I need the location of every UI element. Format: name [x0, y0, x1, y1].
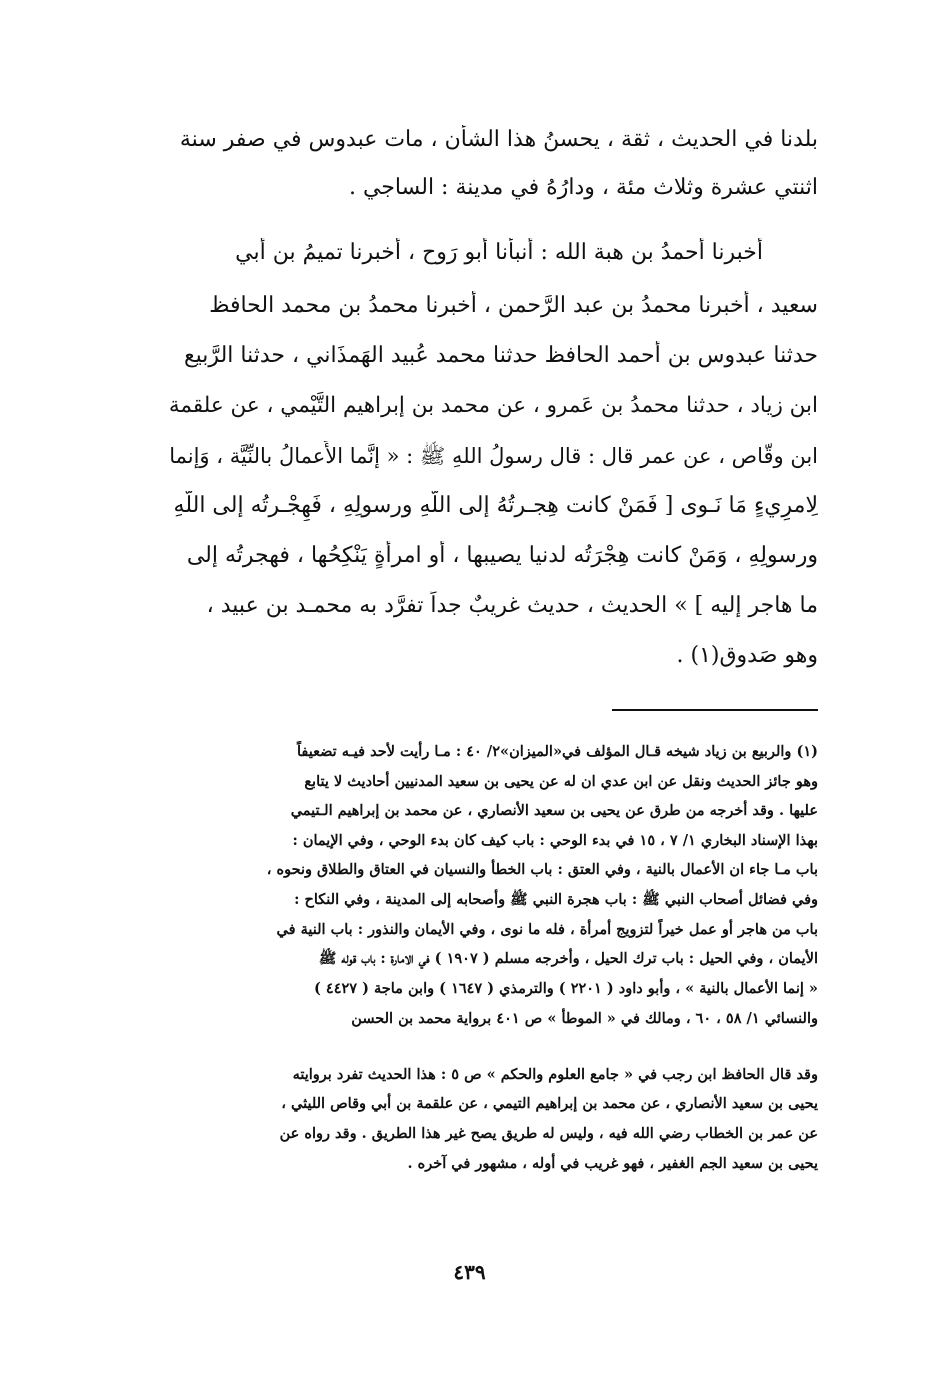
main-text-line: ورسولِهِ ، وَمَنْ كانت هِجْرَتُه لدنيا يصيبها ، أو امرأةٍ يَنْكِحُها ، فهجرتُه إلى: [186, 543, 818, 568]
main-text-line: حدثنا عبدوس بن أحمد الحافظ حدثنا محمد عُبيد الهَمذَاني ، حدثنا الرَّبيع: [183, 343, 818, 368]
page-number: ٤٣٩: [453, 1260, 486, 1284]
main-text-line: لِامرِيءٍ مَا نَـوى [ فَمَنْ كانت هِجـرتُهُ إلى اللّهِ ورسولِهِ ، فَهِجْـرتُه إلى اللّهِ: [173, 493, 818, 518]
footnote-line: باب من هاجر أو عمل خيراً لتزويج أمرأة ، فله ما نوى ، وفي الأيمان والنذور : باب النية في: [276, 921, 818, 938]
footnote-line: الأيمان ، وفي الحيل : باب ترك الحيل ، وأخرجه مسلم ( ١٩٠٧ ) في الامارة : باب قوله ﷺ: [318, 950, 818, 967]
main-text-line: سعيد ، أخبرنا محمدُ بن عبد الرَّحمن ، أخبرنا محمدُ بن محمد الحافظ: [209, 293, 818, 318]
main-text-line: ما هاجر إليه ] » الحديث ، حديث غريبٌ جداً تفرَّد به محمـد بن عبيد ،: [206, 593, 818, 618]
main-text-line: ابن زياد ، حدثنا محمدُ بن عَمرو ، عن محمد بن إبراهيم التَّيْمي ، عن علقمة: [168, 393, 818, 418]
footnote-line: وفي فضائل أصحاب النبي ﷺ : باب هجرة النبي ﷺ وأصحابه إلى المدينة ، وفي النكاح :: [294, 891, 818, 908]
footnote-line: عليها . وقد أخرجه من طرق عن يحيى بن سعيد الأنصاري ، عن محمد بن إبراهيم الـتيمي: [290, 802, 818, 819]
footnote-line: باب مـا جاء ان الأعمال بالنية ، وفي العتق : باب الخطأ والنسيان في العتاق والطلاق ونحوه ،: [266, 861, 818, 878]
footnote-line: (١) والربيع بن زياد شيخه قـال المؤلف في«الميزان»٢/ ٤٠ : مـا رأيت لأحد فيـه تضعيفاً: [296, 743, 818, 760]
footnote-divider: [612, 709, 818, 711]
main-text-line: اثنتي عشرة وثلاث مئة ، ودارُهُ في مدينة : الساجي .: [348, 175, 818, 200]
footnote-line: والنسائي ١/ ٥٨ ، ٦٠ ، ومالك في « الموطأ » ص ٤٠١ برواية محمد بن الحسن: [351, 1010, 818, 1027]
main-text-line: بلدنا في الحديث ، ثقة ، يحسنُ هذا الشأن ، مات عبدوس في صفر سنة: [179, 127, 818, 152]
main-text-line: وهو صَدوق(١) .: [676, 643, 818, 668]
main-text-line: أخبرنا أحمدُ بن هبة الله : أنبأنا أبو رَوح ، أخبرنا تميمُ بن أبي: [235, 240, 763, 265]
footnote-line: يحيى بن سعيد الأنصاري ، عن محمد بن إبراهيم التيمي ، عن علقمة بن أبي وقاص الليثي ،: [281, 1095, 818, 1112]
footnote-line: بهذا الإسناد البخاري ١/ ٧ ، ١٥ في بدء الوحي : باب كيف كان بدء الوحي ، وفي الإيمان :: [292, 832, 818, 849]
footnote-line: وهو جائز الحديث ونقل عن ابن عدي ان له عن يحيى بن سعيد المدنيين أحاديث لا يتابع: [304, 773, 818, 790]
footnote-line: يحيى بن سعيد الجم الغفير ، فهو غريب في أوله ، مشهور في آخره .: [407, 1155, 818, 1172]
main-text-line: ابن وقّاص ، عن عمر قال : قال رسولُ اللهِ ﷺ : « إنَّما الأَعمالُ بالنِّيَّة ، وَإنما: [169, 444, 818, 468]
footnote-line: « إنما الأعمال بالنية » ، وأبو داود ( ٢٢٠١ ) والترمذي ( ١٦٤٧ ) وابن ماجة ( ٤٤٢٧ ): [313, 980, 818, 997]
footnote-line: وقد قال الحافظ ابن رجب في « جامع العلوم والحكم » ص ٥ : هذا الحديث تفرد بروايته: [292, 1066, 818, 1083]
footnote-line: عن عمر بن الخطاب رضي الله فيه ، وليس له طريق يصح غير هذا الطريق . وقد رواه عن: [279, 1125, 818, 1142]
